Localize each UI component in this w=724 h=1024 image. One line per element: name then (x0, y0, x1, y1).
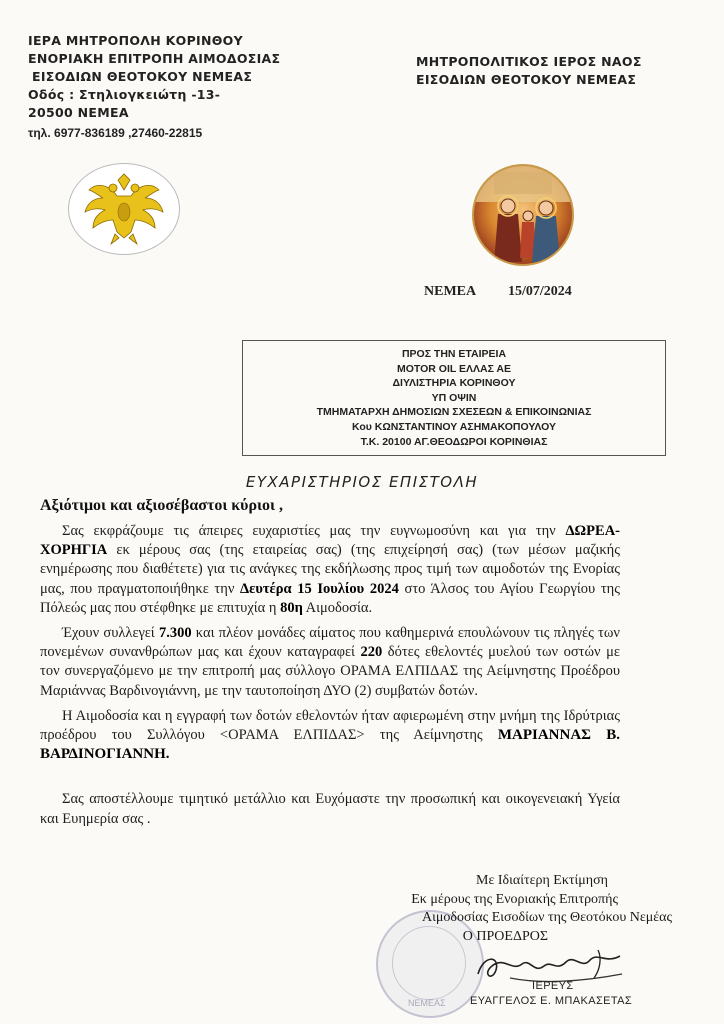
addressee-line: Κου ΚΩΝΣΤΑΝΤΙΝΟΥ ΑΣΗΜΑΚΟΠΟΥΛΟΥ (352, 420, 556, 433)
paragraph-dedication: Η Αιμοδοσία και η εγγραφή των δοτών εθελοντών ήταν αφιερωμένη στην μνήμη της Ιδρύτριας προέδρου του Συλλόγου <ΟΡΑΜΑ ΕΛΠΙΔΑΣ> της Αείμνηστης ΜΑΡΙΑΝΝΑΣ Β. ΒΑΡΔΙΝΟΓΙΑΝΝΗ. (40, 707, 621, 763)
dedicated-person: ΜΑΡΙΑΝΝΑΣ Β. ΒΑΡΔΙΝΟΓΙΑΝΝΗ. (40, 727, 621, 763)
theotokos-icon (474, 166, 572, 264)
signer-title: ΙΕΡΕΥΣ (532, 980, 574, 992)
paragraph-closing-wishes: Σας αποστέλλουμε τιμητικό μετάλλιο και Ευχόμαστε την προσωπική και οικογενειακή Υγεία και Ευημερία σας . (40, 791, 620, 827)
church-header (416, 53, 642, 89)
donation-sponsorship: ΔΩΡΕΑ-ΧΟΡΗΓΙΑ (40, 523, 620, 559)
blood-units-count: 7.300 (158, 625, 192, 642)
closing-role: Ο ΠΡΟΕΔΡΟΣ (462, 928, 548, 944)
addressee-line: ΠΡΟΣ ΤΗΝ ΕΤΑΙΡΕΙΑ (401, 348, 507, 360)
letter-date: 15/07/2024 (508, 284, 572, 299)
stamp-text: ΝΕΜΕΑΣ (408, 998, 446, 1008)
donors-count: 220 (360, 644, 383, 661)
letter-title: ΕΥΧΑΡΙΣΤΗΡΙΟΣ ΕΠΙΣΤΟΛΗ (245, 473, 479, 491)
street-address: Οδός : Στηλιογκειώτη -13- (28, 87, 221, 102)
addressee-line: MOTOR OIL ΕΛΛΑΣ ΑΕ (396, 362, 512, 375)
committee-name: ΕΝΟΡΙΑΚΗ ΕΠΙΤΡΟΠΗ ΑΙΜΟΔΟΣΙΑΣ (28, 51, 281, 66)
closing-committee: Αιμοδοσίας Εισοδίων της Θεοτόκου Νεμέας (422, 910, 672, 925)
metropolis-name: ΙΕΡΑ ΜΗΤΡΟΠΟΛΗ ΚΟΡΙΝΘΟΥ (28, 33, 243, 48)
church-parish: ΕΙΣΟΔΙΩΝ ΘΕΟΤΟΚΟΥ ΝΕΜΕΑΣ (416, 72, 637, 87)
letter-place: ΝΕΜΕΑ (424, 284, 477, 299)
event-date: Δευτέρα 15 Ιουλίου 2024 (240, 580, 399, 597)
presentation-icon-image (472, 164, 574, 266)
addressee-line: ΔΙΥΛΙΣΤΗΡΙΑ ΚΟΡΙΝΘΟΥ (392, 377, 516, 390)
church-name: ΜΗΤΡΟΠΟΛΙΤΙΚΟΣ ΙΕΡΟΣ ΝΑΟΣ (416, 54, 642, 69)
double-headed-eagle-icon (81, 172, 167, 246)
postal-city: 20500 ΝΕΜΕΑ (28, 105, 129, 120)
sender-header (28, 32, 280, 122)
addressee-line: ΥΠ ΟΨΙΝ (431, 391, 477, 404)
closing-on-behalf: Εκ μέρους της Ενοριακής Επιτροπής (411, 891, 618, 907)
salutation: Αξιότιμοι και αξιοσέβαστοι κύριοι , (40, 497, 283, 514)
paragraph-statistics: Έχουν συλλεγεί 7.300 και πλέον μονάδες αίματος που καθημερινά επουλώνουν τις πληγές των πονεμένων συνανθρώπων μας και έχουν καταγραφεί 220 δότες εθελοντές μυελού των οστών με τον συνεργαζόμενο με την επιτροπή μας σύλλογο ΟΡΑΜΑ ΕΛΠΙΔΑΣ της Αείμνηστης Προέδρου Μαριάννας Βαρδινογιάννη, με την ταυτοποίηση ΔΥΟ (2) συμβατών δοτών. (40, 625, 620, 699)
addressee-box (242, 340, 666, 456)
eagle-emblem (68, 163, 180, 255)
addressee-line: Τ.Κ. 20100 ΑΓ.ΘΕΟΔΩΡΟΙ ΚΟΡΙΝΘΙΑΣ (360, 435, 548, 448)
addressee-line: ΤΜΗΜΑΤΑΡΧΗ ΔΗΜΟΣΙΩΝ ΣΧΕΣΕΩΝ & ΕΠΙΚΟΙΝΩΝΙΑΣ (316, 406, 592, 419)
phone-numbers: τηλ. 6977-836189 ,27460-22815 (28, 126, 203, 140)
letter-body (40, 522, 620, 835)
closing-block (300, 872, 672, 946)
blood-drive-number: 80η (280, 599, 303, 616)
signer-name: ΕΥΑΓΓΕΛΟΣ Ε. ΜΠΑΚΑΣΕΤΑΣ (470, 995, 633, 1007)
parish-name: ΕΙΣΟΔΙΩΝ ΘΕΟΤΟΚΟΥ ΝΕΜΕΑΣ (32, 69, 253, 84)
paragraph-thanks: Σας εκφράζουμε τις άπειρες ευχαριστίες μας την ευγνωμοσύνη και για την ΔΩΡΕΑ-ΧΟΡΗΓΙΑ εκ μέρους σας (της εταιρείας σας) (της επιχείρησή σας) (των μέσων μαζικής ενημέρωσης που διαθέτετε) για τις ανάγκες της εκδήλωσης προς τιμή των αιμοδοτών της Ενορίας μας, που πραγματοποιήθηκε την Δευτέρα 15 Ιουλίου 2024 στο Άλσος του Αγίου Γεωργίου της Πόλεώς μας που στέφθηκε με επιτυχία η 80η Αιμοδοσία. (40, 523, 620, 616)
closing-regards: Με Ιδιαίτερη Εκτίμηση (476, 873, 608, 888)
